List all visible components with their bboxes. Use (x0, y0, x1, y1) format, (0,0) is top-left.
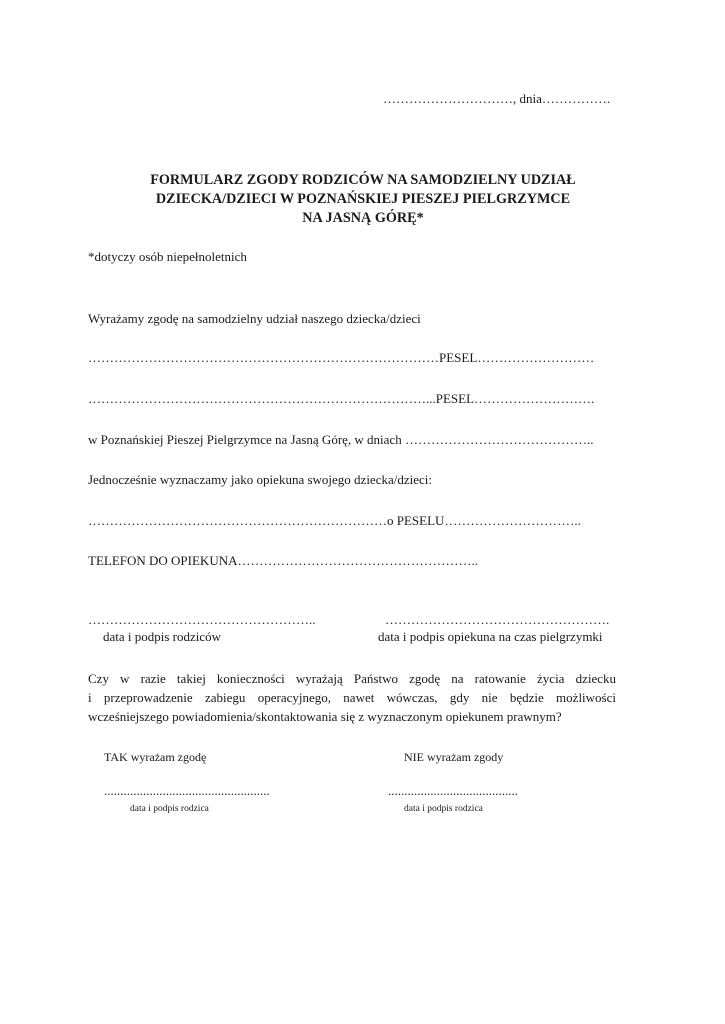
guardian-pesel-field: ……………………………………………………………o PESELU………………………….. (88, 513, 581, 528)
guardian-signature-line: ……………………………………………. (385, 612, 610, 627)
yes-consent-label: TAK wyrażam zgodę (104, 750, 207, 764)
parents-signature-label: data i podpis rodziców (103, 629, 222, 644)
footnote: *dotyczy osób niepełnoletnich (88, 249, 247, 264)
question-line-2: i przeprowadzenie zabiegu operacyjnego, nawet wówczas, gdy nie będzie możliwości (88, 690, 616, 705)
guardian-intro: Jednocześnie wyznaczamy jako opiekuna swojego dziecka/dzieci: (88, 472, 432, 487)
guardian-signature-label: data i podpis opiekuna na czas pielgrzymki (378, 629, 603, 644)
child-2-pesel-field: ……………………………………………………………………...PESEL………………………. (88, 391, 595, 406)
consent-intro: Wyrażamy zgodę na samodzielny udział naszego dziecka/dzieci (88, 311, 421, 326)
no-consent-label: NIE wyrażam zgody (404, 750, 504, 764)
parents-signature-line: …………………………………………….. (88, 612, 316, 627)
no-signature-line: ........................................ (388, 783, 518, 798)
question-line-3: wcześniejszego powiadomienia/skontaktowania się z wyznaczonym opiekunem prawnym? (88, 709, 562, 724)
child-1-pesel-field: ………………………………………………………………………PESEL……………………… (88, 350, 595, 365)
form-title-line-1: FORMULARZ ZGODY RODZICÓW NA SAMODZIELNY UDZIAŁ (150, 172, 576, 188)
form-title-line-2: DZIECKA/DZIECI W POZNAŃSKIEJ PIESZEJ PIELGRZYMCE (155, 191, 571, 207)
yes-signature-line: ................................................... (104, 783, 270, 798)
form-title-line-3: NA JASNĄ GÓRĘ* (302, 210, 424, 226)
question-line-1: Czy w razie takiej konieczności wyrażają Państwo zgodę na ratowanie życia dziecku (88, 671, 616, 686)
guardian-phone-field: TELEFON DO OPIEKUNA……………………………………………….. (88, 553, 478, 568)
no-signature-label: data i podpis rodzica (404, 804, 483, 814)
yes-signature-label: data i podpis rodzica (130, 804, 209, 814)
place-date-line: …………………………, dnia……………. (383, 91, 611, 106)
surgery-consent-question (88, 669, 616, 726)
pilgrimage-dates-field: w Poznańskiej Pieszej Pielgrzymce na Jasną Górę, w dniach …………………………………….. (88, 432, 594, 447)
form-title (88, 171, 638, 228)
